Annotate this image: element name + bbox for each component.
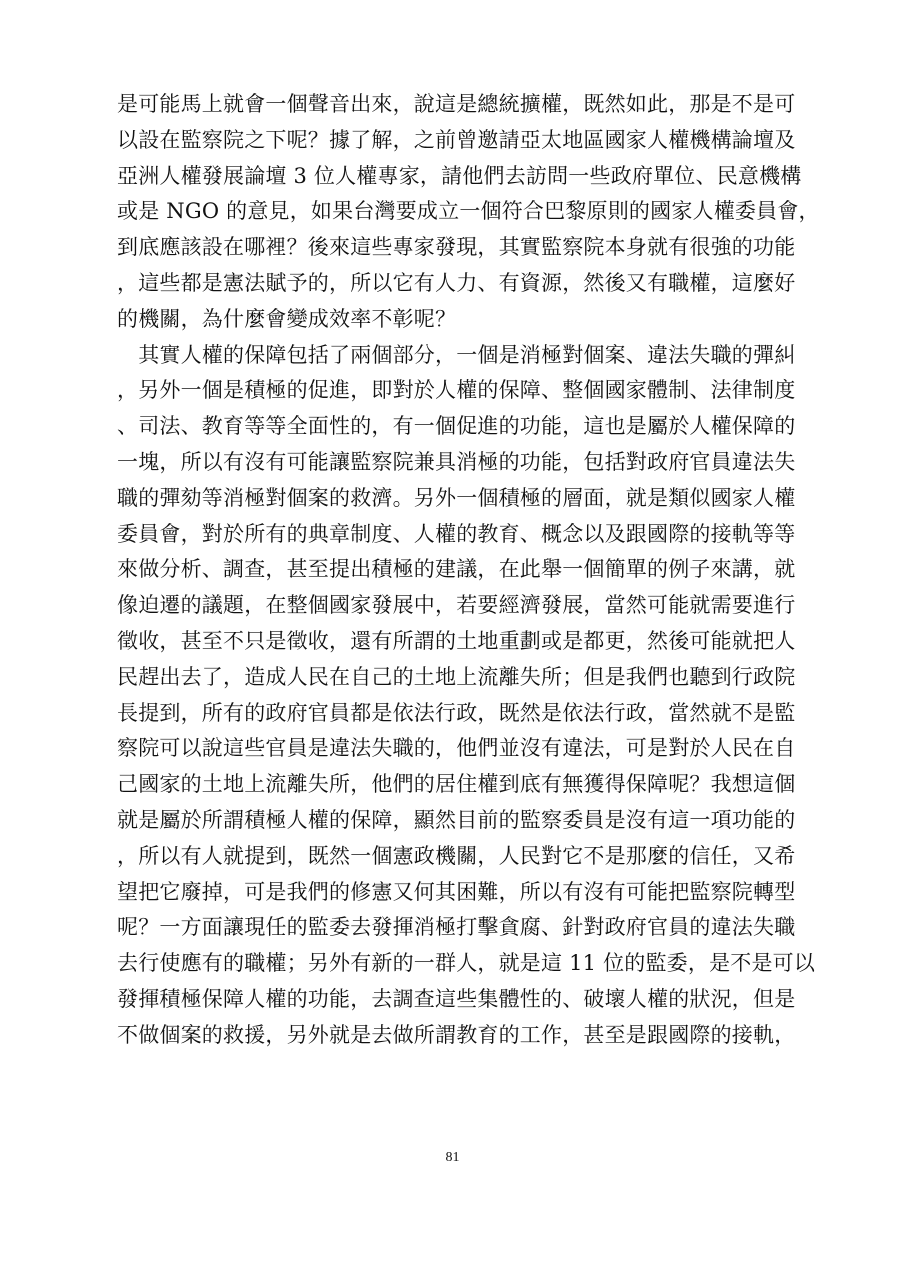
- text-line: 像迫遷的議題，在整個國家發展中，若要經濟發展，當然可能就需要進行: [117, 593, 796, 618]
- text-line: 亞洲人權發展論壇 3 位人權專家，請他們去訪問一些政府單位、民意機構: [117, 163, 802, 188]
- text-line: 不做個案的救援，另外就是去做所謂教育的工作，甚至是跟國際的接軌，: [117, 1022, 796, 1047]
- text-line: 其實人權的保障包括了兩個部分，一個是消極對個案、違法失職的彈糾: [117, 342, 796, 367]
- text-line: 以設在監察院之下呢？據了解，之前曾邀請亞太地區國家人權機構論壇及: [117, 127, 796, 152]
- text-line: ，另外一個是積極的促進，即對於人權的保障、整個國家體制、法律制度: [117, 378, 796, 403]
- text-line: 、司法、教育等等全面性的，有一個促進的功能，這也是屬於人權保障的: [117, 414, 796, 439]
- text-line: 或是 NGO 的意見，如果台灣要成立一個符合巴黎原則的國家人權委員會，: [117, 199, 820, 224]
- text-line: 己國家的土地上流離失所，他們的居住權到底有無獲得保障呢？我想這個: [117, 772, 796, 797]
- page-number: 81: [445, 1150, 460, 1165]
- text-line: 呢？一方面讓現任的監委去發揮消極打擊貪腐、針對政府官員的違法失職: [117, 915, 796, 940]
- text-line: 發揮積極保障人權的功能，去調查這些集體性的、破壞人權的狀況，但是: [117, 986, 796, 1011]
- text-line: 察院可以說這些官員是違法失職的，他們並沒有違法，可是對於人民在自: [117, 736, 796, 761]
- text-line: 長提到，所有的政府官員都是依法行政，既然是依法行政，當然就不是監: [117, 700, 796, 725]
- text-line: ，這些都是憲法賦予的，所以它有人力、有資源，然後又有職權，這麼好: [117, 270, 796, 295]
- text-line: ，所以有人就提到，既然一個憲政機關，人民對它不是那麼的信任，又希: [117, 843, 796, 868]
- text-line: 職的彈劾等消極對個案的救濟。另外一個積極的層面，就是類似國家人權: [117, 485, 796, 510]
- body-text: [117, 87, 820, 1054]
- paragraph-1: [117, 87, 820, 338]
- text-line: 的機關，為什麼會變成效率不彰呢？: [117, 306, 457, 331]
- text-line: 是可能馬上就會一個聲音出來，說這是總統擴權，既然如此，那是不是可: [117, 92, 796, 116]
- text-line: 望把它廢掉，可是我們的修憲又何其困難，所以有沒有可能把監察院轉型: [117, 879, 796, 904]
- text-line: 徵收，甚至不只是徵收，還有所謂的土地重劃或是都更，然後可能就把人: [117, 628, 796, 653]
- text-line: 民趕出去了，造成人民在自己的土地上流離失所；但是我們也聽到行政院: [117, 664, 796, 689]
- text-line: 就是屬於所謂積極人權的保障，顯然目前的監察委員是沒有這一項功能的: [117, 807, 796, 832]
- text-line: 去行使應有的職權；另外有新的一群人，就是這 11 位的監委，是不是可以: [117, 951, 816, 976]
- paragraph-2: [117, 338, 817, 1054]
- text-line: 到底應該設在哪裡？後來這些專家發現，其實監察院本身就有很強的功能: [117, 235, 796, 260]
- text-line: 一塊，所以有沒有可能讓監察院兼具消極的功能，包括對政府官員違法失: [117, 449, 796, 474]
- text-line: 委員會，對於所有的典章制度、人權的教育、概念以及跟國際的接軌等等: [117, 521, 796, 546]
- text-line: 來做分析、調查，甚至提出積極的建議，在此舉一個簡單的例子來講，就: [117, 557, 796, 582]
